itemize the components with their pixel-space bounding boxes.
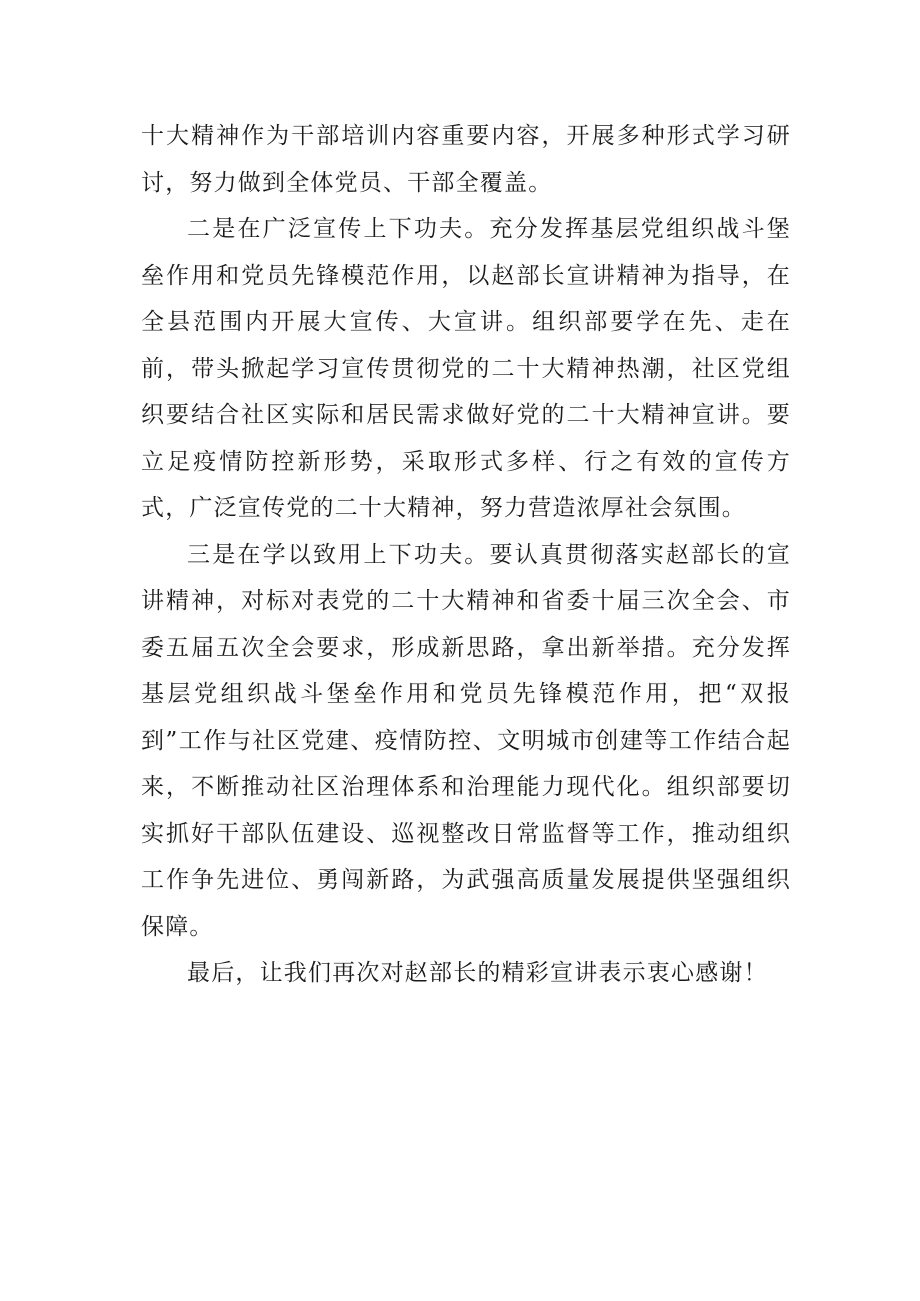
paragraph-application: 三是在学以致用上下功夫。要认真贯彻落实赵部长的宣讲精神，对标对表党的二十大精神和省委十届三次全会、市委五届五次全会要求，形成新思路，拿出新举措。充分发挥基层党组织战斗堡垒作用和党员先锋模范作用，把“双报到”工作与社区党建、疫情防控、文明城市创建等工作结合起来，不断推动社区治理体系和治理能力现代化。组织部要切实抓好干部队伍建设、巡视整改日常监督等工作，推动组织工作争先进位、勇闯新路，为武强高质量发展提供坚强组织保障。: [141, 541, 791, 940]
paragraph-closing: 最后，让我们再次对赵部长的精彩宣讲表示衷心感谢！: [187, 960, 768, 986]
paragraph-publicity: 二是在广泛宣传上下功夫。充分发挥基层党组织战斗堡垒作用和党员先锋模范作用，以赵部长宣讲精神为指导，在全县范围内开展大宣传、大宣讲。组织部要学在先、走在前，带头掀起学习宣传贯彻党的二十大精神热潮，社区党组织要结合社区实际和居民需求做好党的二十大精神宣讲。要立足疫情防控新形势，采取形式多样、行之有效的宣传方式，广泛宣传党的二十大精神，努力营造浓厚社会氛围。: [141, 216, 791, 521]
paragraph-continuation: 十大精神作为干部培训内容重要内容，开展多种形式学习研讨，努力做到全体党员、干部全覆盖。: [141, 123, 791, 196]
document-body: [141, 113, 791, 997]
